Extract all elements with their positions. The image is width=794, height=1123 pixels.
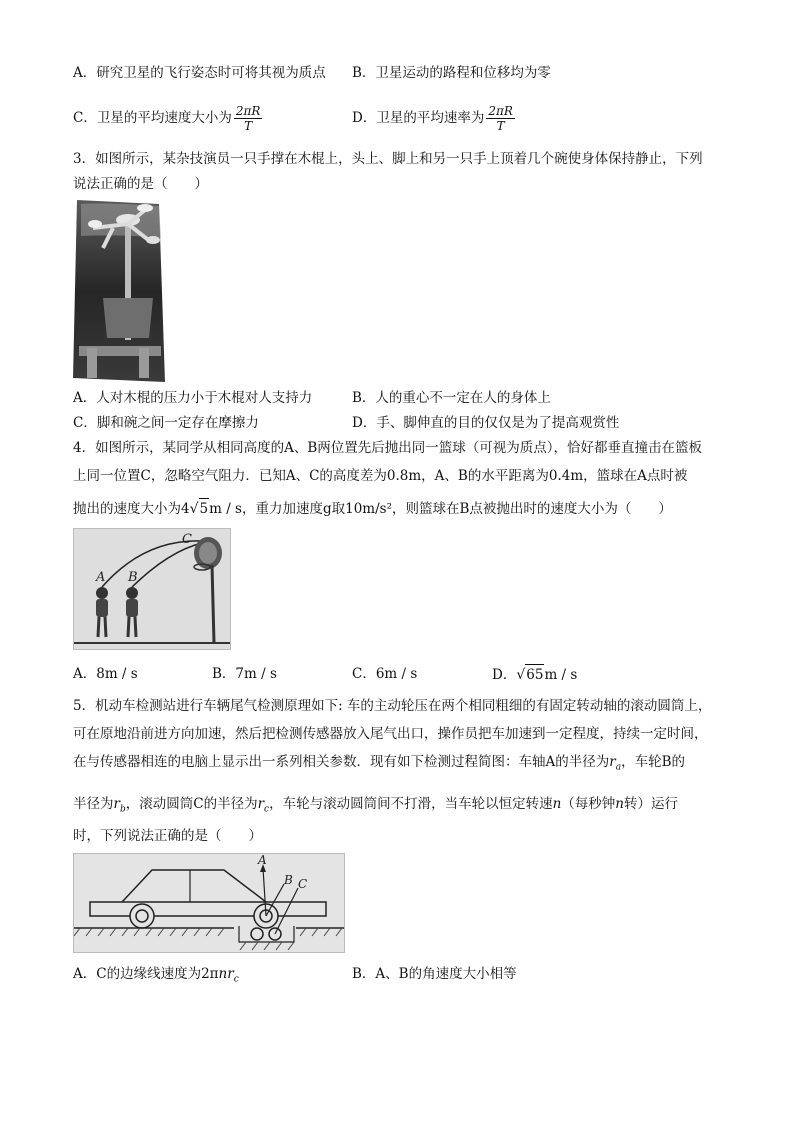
q5-stem-line2: 可在原地沿前进方向加速，然后把检测传感器放入尾气出口，操作员把车加速到一定程度，持续一定时间， [73,726,708,742]
q5-car-illustration [74,854,344,952]
q5-option-b: B．A、B的角速度大小相等 [352,966,517,982]
q5-stem-line1: 5．机动车检测站进行车辆尾气检测原理如下: 车的主动轮压在两个相同粗细的有固定转动轴的滚动圆筒上， [73,698,712,714]
q4-stem-line1: 4．如图所示，某同学从相同高度的A、B两位置先后抛出同一篮球（可视为质点），恰好都垂直撞击在篮板 [73,440,703,456]
q5-stem-line4-part5: 转）运行 [624,796,678,812]
q5-stem-line3-end: ，车轮B的 [621,754,686,770]
var-n: n [552,796,562,812]
q4-sqrt-radicand: 5 [199,498,210,519]
var-n-2: n [615,796,624,812]
q4-basketball-illustration [74,529,230,649]
q5-fig-label-b: B [284,873,293,887]
q2-option-b: B．卫星运动的路程和位移均为零 [352,65,551,81]
q2-option-d-text: D．卫星的平均速率为 [352,110,485,126]
q5-stem-line4-part1: 半径为 [73,796,114,812]
q5-fig-label-a: A [258,854,267,867]
q4-basketball-figure [73,528,231,650]
var-rb: $r_b$ [113,796,126,815]
q5-stem-line4-part4: （每秒钟 [561,796,616,812]
q2-option-c-denominator: T [244,119,253,133]
q4-fig-label-a: A [96,570,106,585]
q3-stem-line1: 3．如图所示，某杂技演员一只手撑在木棍上，头上、脚上和另一只手上顶着几个碗使身体保持静止，下列 [73,151,703,167]
q4-option-d [492,664,577,685]
q2-option-d-fraction [486,104,515,133]
var-rc: $r_c$ [257,796,270,815]
q3-option-a: A．人对木棍的压力小于木棍对人支持力 [73,390,313,406]
q2-option-c-text: C．卫星的平均速度大小为 [73,110,232,126]
q2-option-d-numerator: 2πR [488,104,513,118]
q3-acrobat-photo [73,198,165,382]
q4-stem-line3 [73,498,672,519]
sqrt-symbol-icon: √ [189,501,199,517]
q5-stem-line4 [73,794,678,820]
q4-option-d-unit: m / s [544,667,578,683]
q3-option-d: D．手、脚伸直的目的仅仅是为了提高观赏性 [352,415,620,431]
q4-stem-line3-end: m / s，重力加速度g取10m/s²，则篮球在B点被抛出时的速度大小为（ ） [209,501,672,517]
q4-fig-label-c: C [182,532,192,547]
q2-option-c-fraction [234,104,263,133]
var-nrc: $nr_c$ [218,966,239,985]
q4-stem-line2: 上同一位置C，忽略空气阻力．已知A、C的高度差为0.8m，A、B的水平距离为0.4m，篮球在A点时被 [73,468,688,484]
q5-stem-line4-part3: ，车轮与滚动圆筒间不打滑，当车轮以恒定转速 [269,796,553,812]
q3-option-c: C．脚和碗之间一定存在摩擦力 [73,415,259,431]
q4-option-a: A．8m / s [73,666,138,682]
q5-car-figure [73,853,345,953]
q4-option-c: C．6m / s [352,666,418,682]
q4-option-b: B．7m / s [212,666,277,682]
q5-fig-label-c: C [298,877,308,891]
q4-stem-line3-start: 抛出的速度大小为4 [73,501,190,517]
var-ra: $r_a$ [609,754,622,773]
q3-stem-line2: 说法正确的是（ ） [73,176,208,192]
q5-stem-line5: 时，下列说法正确的是（ ） [73,828,262,844]
q2-option-d-denominator: T [496,119,505,133]
q4-fig-label-b: B [128,570,138,585]
q2-option-a: A．研究卫星的飞行姿态时可将其视为质点 [73,65,326,81]
q4-option-d-label: D． [492,667,517,683]
sqrt-symbol-icon: √ [516,667,526,683]
q5-stem-line3 [73,752,685,778]
q5-stem-line3-start: 在与传感器相连的电脑上显示出一系列相关参数．现有如下检测过程简图：车轴A的半径为 [73,754,610,770]
q3-acrobat-illustration [73,198,165,382]
q4-option-d-radicand: 65 [525,664,544,685]
q5-option-a-text: A．C的边缘线速度为2π [73,966,219,982]
q2-option-c-numerator: 2πR [235,104,261,118]
q5-option-a [73,964,239,990]
q2-option-c [73,104,264,133]
q3-option-b: B．人的重心不一定在人的身体上 [352,390,551,406]
rear-wheel-icon [130,904,154,928]
q2-option-d [352,104,517,133]
q5-stem-line4-part2: ，滚动圆筒C的半径为 [125,796,258,812]
